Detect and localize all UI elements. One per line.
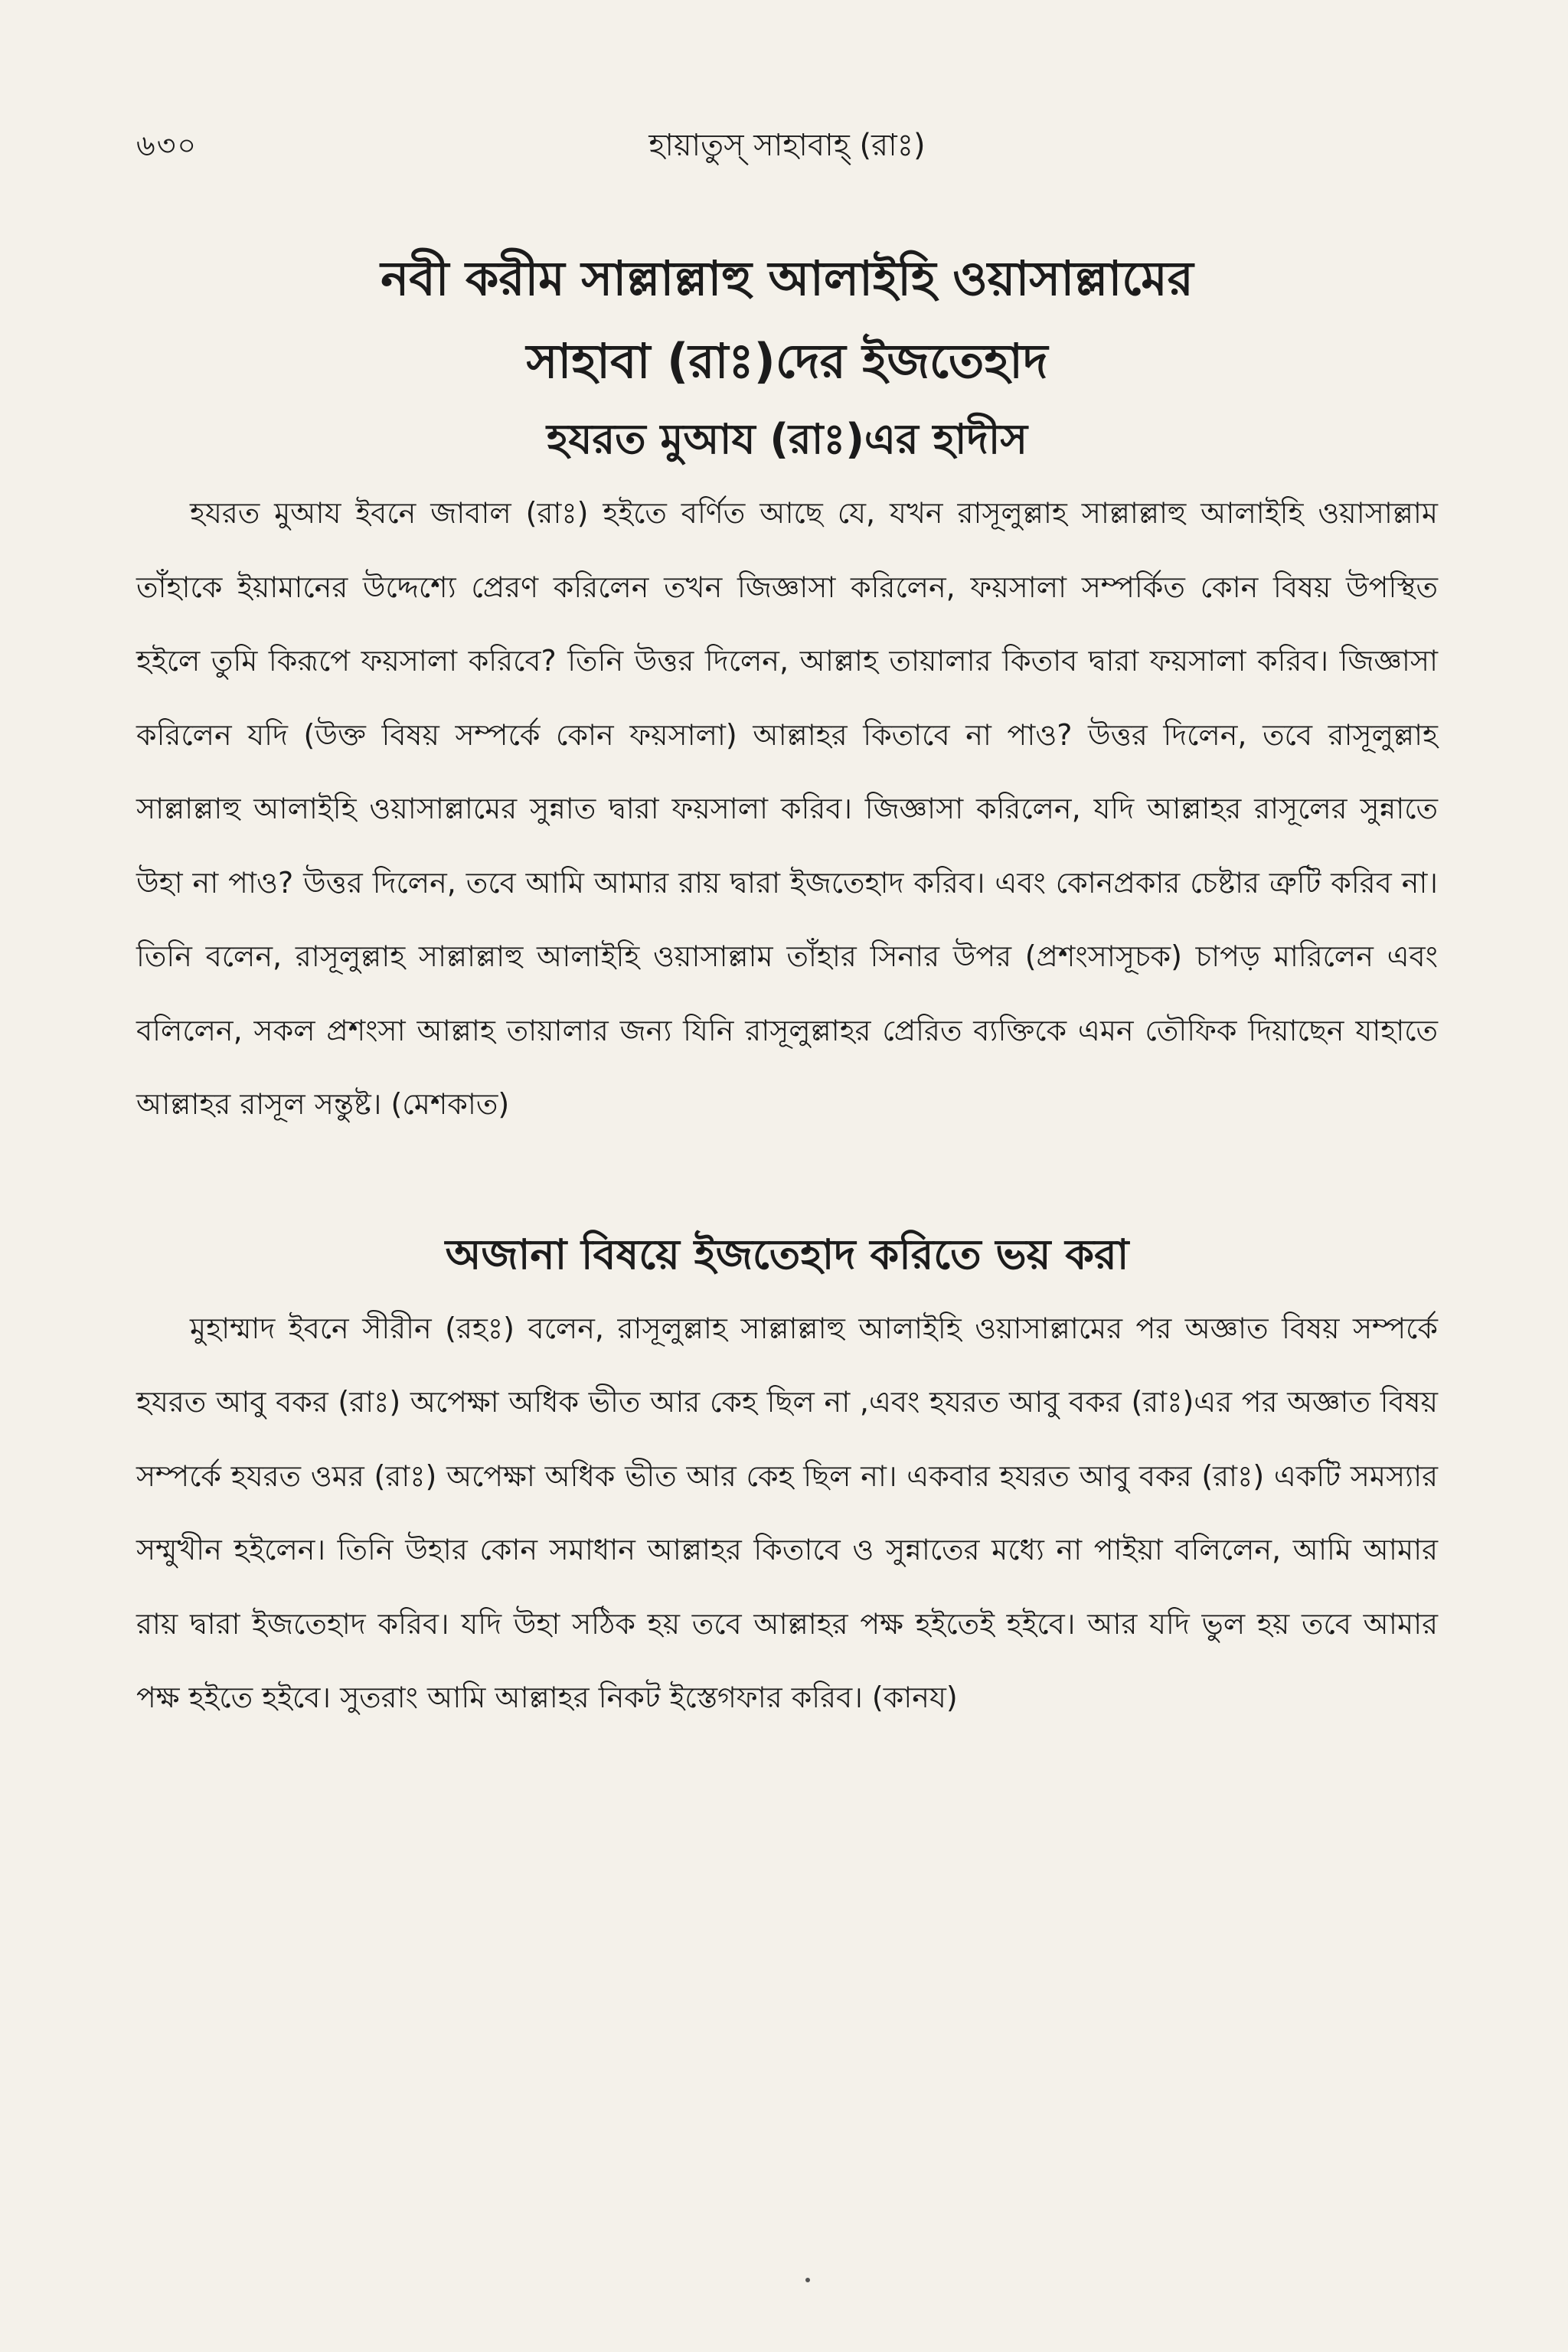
paragraph-fear-of-ijtihad: মুহাম্মাদ ইবনে সীরীন (রহঃ) বলেন, রাসূলুল্লাহ সাল্লাল্লাহু আলাইহি ওয়াসাল্লামের পর অজ্ঞাত বিষয় সম্পর্কে হযরত আবু বকর (রাঃ) অপেক্ষা অধিক ভীত আর কেহ ছিল না ,এবং হযরত আবু বকর (রাঃ)এর পর অজ্ঞাত বিষয় সম্পর্কে হযরত ওমর (রাঃ) অপেক্ষা অধিক ভীত আর কেহ ছিল না। একবার হযরত আবু বকর (রাঃ) একটি সমস্যার সম্মুখীন হইলেন। তিনি উহার কোন সমাধান আল্লাহর কিতাবে ও সুন্নাতের মধ্যে না পাইয়া বলিলেন, আমি আমার রায় দ্বারা ইজতেহাদ করিব। যদি উহা সঠিক হয় তবে আল্লাহর পক্ষ হইতেই হইবে। আর যদি ভুল হয় তবে আমার পক্ষ হইতে হইবে। সুতরাং আমি আল্লাহর নিকট ইস্তেগফার করিব। (কানয) <box>136 1311 1438 1714</box>
chapter-title-line-1: নবী করীম সাল্লাল্লাহু আলাইহি ওয়াসাল্লামের <box>381 250 1194 306</box>
page-number: ৬৩০ <box>136 129 198 162</box>
section-spacer <box>136 1142 1438 1218</box>
running-header <box>136 122 1438 176</box>
paragraph-muaz-hadith: হযরত মুআয ইবনে জাবাল (রাঃ) হইতে বর্ণিত আছে যে, যখন রাসূলুল্লাহ সাল্লাল্লাহু আলাইহি ওয়াসাল্লাম তাঁহাকে ইয়ামানের উদ্দেশ্যে প্রেরণ করিলেন তখন জিজ্ঞাসা করিলেন, ফয়সালা সম্পর্কিত কোন বিষয় উপস্থিত হইলে তুমি কিরূপে ফয়সালা করিবে? তিনি উত্তর দিলেন, আল্লাহ তায়ালার কিতাব দ্বারা ফয়সালা করিব। জিজ্ঞাসা করিলেন যদি (উক্ত বিষয় সম্পর্কে কোন ফয়সালা) আল্লাহর কিতাবে না পাও? উত্তর দিলেন, তবে রাসূলুল্লাহ সাল্লাল্লাহু আলাইহি ওয়াসাল্লামের সুন্নাত দ্বারা ফয়সালা করিব। জিজ্ঞাসা করিলেন, যদি আল্লাহর রাসূলের সুন্নাতে উহা না পাও? উত্তর দিলেন, তবে আমি আমার রায় দ্বারা ইজতেহাদ করিব। এবং কোনপ্রকার চেষ্টার ত্রুটি করিব না। তিনি বলেন, রাসূলুল্লাহ সাল্লাল্লাহু আলাইহি ওয়াসাল্লাম তাঁহার সিনার উপর (প্রশংসাসূচক) চাপড় মারিলেন এবং বলিলেন, সকল প্রশংসা আল্লাহ তায়ালার জন্য যিনি রাসূলুল্লাহর প্রেরিত ব্যক্তিকে এমন তৌফিক দিয়াছেন যাহাতে আল্লাহর রাসূল সন্তুষ্ট। (মেশকাত) <box>136 496 1438 1121</box>
section-title-muaz-hadith: হযরত মুআয (রাঃ)এর হাদীস <box>547 415 1027 463</box>
section-title-fear-of-ijtihad: অজানা বিষয়ে ইজতেহাদ করিতে ভয় করা <box>445 1230 1129 1279</box>
page-content <box>136 237 1438 1735</box>
book-title: হায়াতুস্ সাহাবাহ্ (রাঃ) <box>648 128 926 163</box>
chapter-title-line-2: সাহাবা (রাঃ)দের ইজতেহাদ <box>526 333 1048 389</box>
print-speck <box>805 2278 810 2282</box>
